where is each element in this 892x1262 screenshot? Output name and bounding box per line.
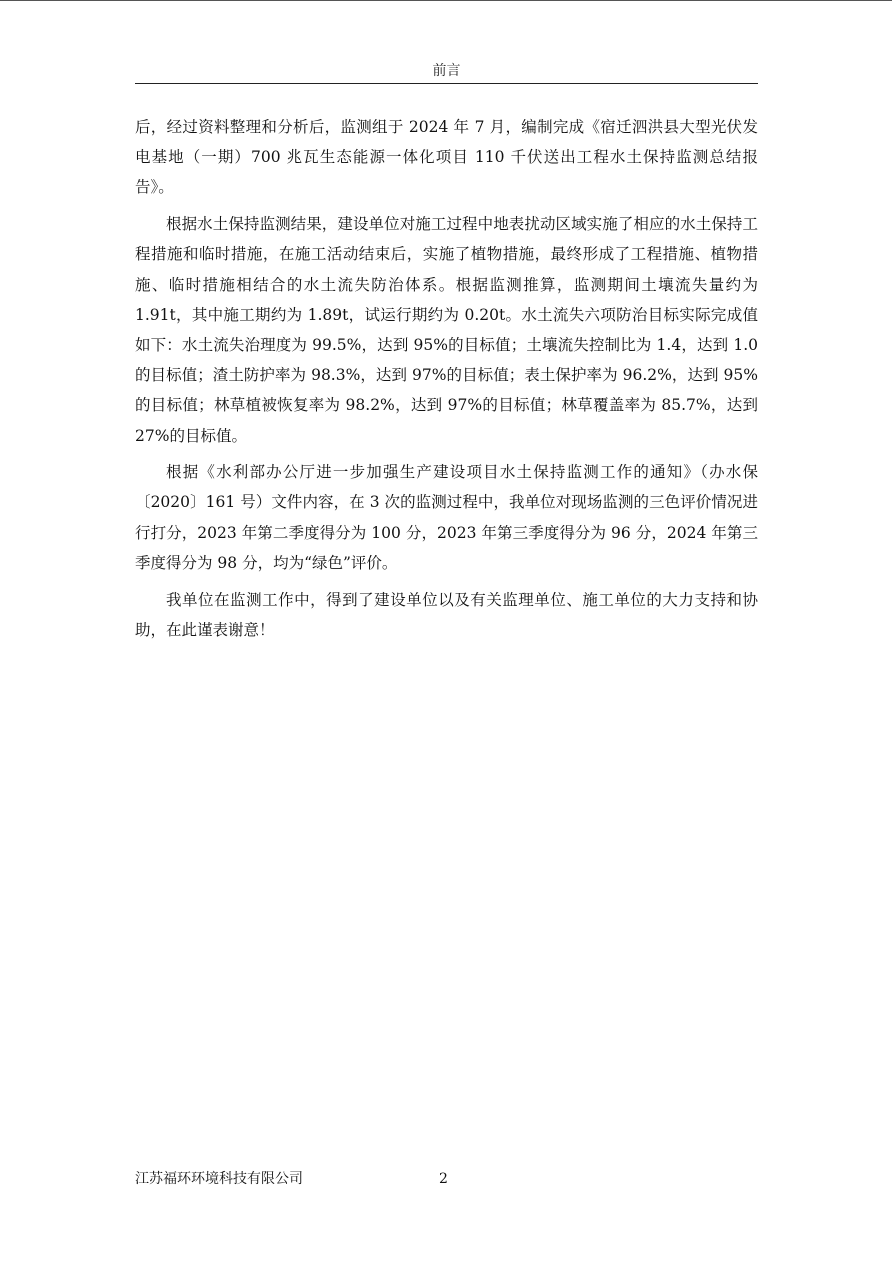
page-header bbox=[135, 61, 758, 84]
page-number: 2 bbox=[439, 1171, 448, 1187]
header-title: 前言 bbox=[432, 63, 461, 79]
footer-company: 江苏福环环境科技有限公司 bbox=[135, 1171, 303, 1187]
paragraph-evaluation-scores: 根据《水利部办公厅进一步加强生产建设项目水土保持监测工作的通知》（办水保〔2020〕161 号）文件内容，在 3 次的监测过程中，我单位对现场监测的三色评价情况进行打分，2023 年第二季度得分为 100 分，2023 年第三季度得分为 96 分，2024 年第三季度得分为 98 分，均为“绿色”评价。 bbox=[135, 463, 758, 572]
paragraph-monitoring-results: 根据水土保持监测结果，建设单位对施工过程中地表扰动区域实施了相应的水土保持工程措施和临时措施，在施工活动结束后，实施了植物措施，最终形成了工程措施、植物措施、临时措施相结合的水土流失防治体系。根据监测推算，监测期间土壤流失量约为 1.91t，其中施工期约为 1.89t，试运行期约为 0.20t。水土流失六项防治目标实际完成值如下：水土流失治理度为 99.5%，达到 95%的目标值；土壤流失控制比为 1.4，达到 1.0 的目标值；渣土防护率为 98.3%，达到 97%的目标值；表土保护率为 96.2%，达到 95%的目标值；林草植被恢复率为 98.2%，达到 97%的目标值；林草覆盖率为 85.7%，达到 27%的目标值。 bbox=[135, 215, 758, 445]
body-text bbox=[135, 112, 758, 651]
paragraph-acknowledgement: 我单位在监测工作中，得到了建设单位以及有关监理单位、施工单位的大力支持和协助，在此谨表谢意！ bbox=[135, 590, 758, 639]
paragraph-continuation: 后，经过资料整理和分析后，监测组于 2024 年 7 月，编制完成《宿迁泗洪县大型光伏发电基地（一期）700 兆瓦生态能源一体化项目 110 千伏送出工程水土保持监测总结报告》。 bbox=[135, 118, 758, 197]
page-footer bbox=[135, 1167, 758, 1191]
